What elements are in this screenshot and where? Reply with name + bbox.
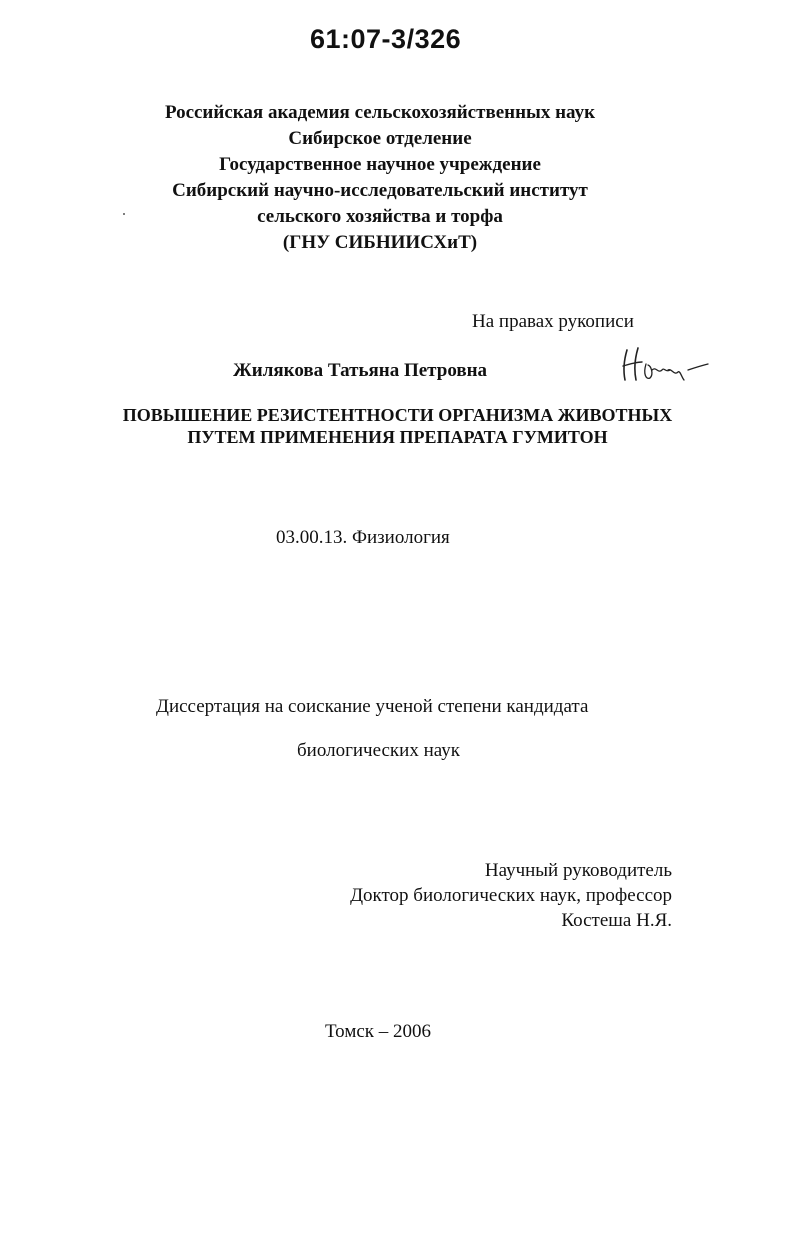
author-name: Жилякова Татьяна Петровна xyxy=(233,360,488,381)
place-and-year: Томск – 2006 xyxy=(325,1021,432,1042)
supervisor-name: Костеша Н.Я. xyxy=(561,910,672,931)
organization-header xyxy=(60,100,700,256)
specialty-code: 03.00.13. Физиология xyxy=(276,527,450,548)
degree-line-1: Диссертация на соискание ученой степени кандидата xyxy=(156,696,589,717)
organization-academy: Российская академия сельскохозяйственных наук xyxy=(164,102,596,123)
organization-institute: Сибирский научно-исследовательский институт xyxy=(172,180,588,201)
dissertation-title xyxy=(60,404,735,448)
organization-branch: Сибирское отделение xyxy=(288,128,472,149)
handwritten-signature xyxy=(618,340,710,390)
manuscript-rights: На правах рукописи xyxy=(472,311,634,332)
organization-institute-cont: сельского хозяйства и торфа xyxy=(257,206,503,227)
catalog-number: 61:07-3/326 xyxy=(310,24,462,54)
organization-type: Государственное научное учреждение xyxy=(219,154,541,175)
supervisor-role: Научный руководитель xyxy=(484,860,672,881)
supervisor-block xyxy=(350,858,672,933)
title-line-2: ПУТЕМ ПРИМЕНЕНИЯ ПРЕПАРАТА ГУМИТОН xyxy=(187,427,608,447)
degree-line-2: биологических наук xyxy=(297,740,460,761)
scan-speck xyxy=(123,213,125,215)
supervisor-title: Доктор биологических наук, профессор xyxy=(350,885,672,906)
organization-abbreviation: (ГНУ СИБНИИСХиТ) xyxy=(282,232,478,253)
title-line-1: ПОВЫШЕНИЕ РЕЗИСТЕНТНОСТИ ОРГАНИЗМА ЖИВОТНЫХ xyxy=(122,405,673,425)
